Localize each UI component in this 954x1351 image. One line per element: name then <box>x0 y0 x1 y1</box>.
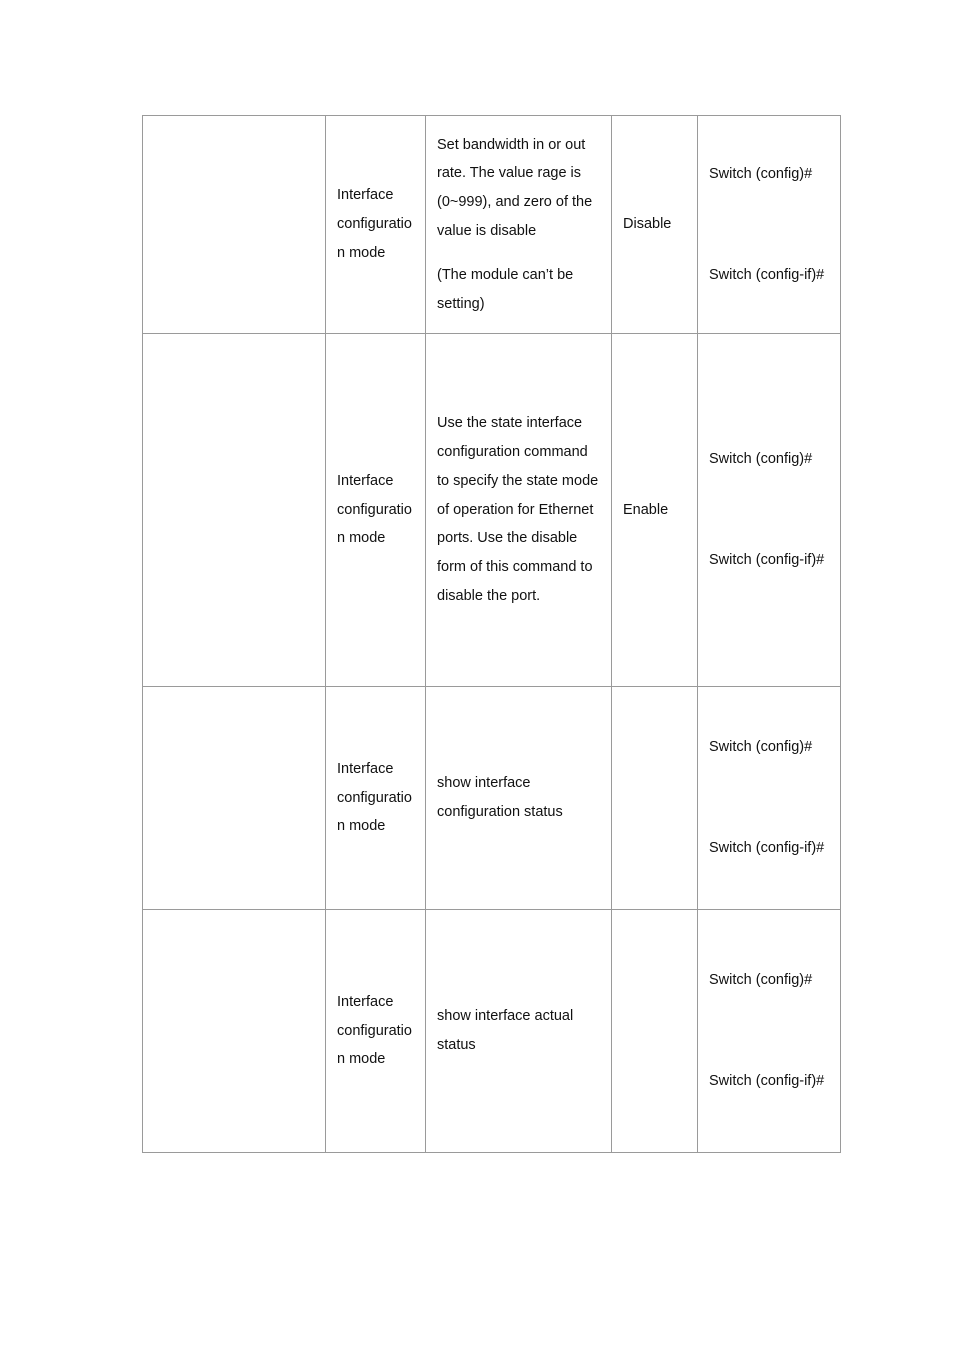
description-line: Set bandwidth in or out <box>437 136 586 153</box>
prompt-config: Switch (config)# <box>709 451 813 467</box>
default-cell: Enable <box>612 334 698 687</box>
description-cell <box>426 334 612 687</box>
prompt-config-if: Switch (config-if)# <box>709 840 825 857</box>
description-cell <box>426 910 612 1153</box>
description-line: value is disable <box>437 223 537 239</box>
description-line: ports. Use the disable <box>437 530 578 547</box>
prompt-config-if: Switch (config-if)# <box>709 266 825 283</box>
command-cell <box>143 116 326 334</box>
description-line: configuration status <box>437 804 563 820</box>
mode-line: n mode <box>337 1051 386 1068</box>
prompt-config: Switch (config)# <box>709 739 813 755</box>
command-cell <box>143 334 326 687</box>
prompt-config-if: Switch (config-if)# <box>709 552 825 569</box>
default-cell <box>612 687 698 910</box>
mode-line: configuratio <box>337 789 412 806</box>
mode-line: configuratio <box>337 501 412 518</box>
description-line: form of this command to <box>437 559 593 576</box>
description-line: show interface <box>437 775 531 792</box>
prompt-config-if: Switch (config-if)# <box>709 1073 825 1090</box>
note-line: (The module can’t be <box>437 266 574 283</box>
table-row <box>143 687 841 910</box>
description-line: rate. The value rage is <box>437 165 582 182</box>
description-cell <box>426 687 612 910</box>
mode-line: n mode <box>337 818 386 835</box>
prompt-config: Switch (config)# <box>709 165 813 182</box>
description-line: configuration command <box>437 444 588 460</box>
prompt-config: Switch (config)# <box>709 972 813 988</box>
mode-line: Interface <box>337 760 394 777</box>
note-line: setting) <box>437 295 485 312</box>
description-line: (0~999), and zero of the <box>437 194 593 211</box>
mode-cell <box>326 116 426 334</box>
description-line: status <box>437 1037 476 1053</box>
mode-line: Interface <box>337 187 394 204</box>
mode-line: n mode <box>337 244 386 261</box>
command-table <box>142 115 841 1153</box>
description-line: of operation for Ethernet <box>437 501 594 518</box>
description-cell <box>426 116 612 334</box>
prompt-cell <box>698 687 841 910</box>
mode-cell <box>326 334 426 687</box>
table-row <box>143 116 841 334</box>
mode-line: Interface <box>337 993 394 1010</box>
command-cell <box>143 687 326 910</box>
mode-line: Interface <box>337 472 394 489</box>
mode-line: configuratio <box>337 216 412 233</box>
description-line: Use the state interface <box>437 415 583 432</box>
mode-cell <box>326 687 426 910</box>
description-line: show interface actual <box>437 1008 574 1025</box>
prompt-cell <box>698 910 841 1153</box>
default-cell: Disable <box>612 116 698 334</box>
prompt-cell <box>698 334 841 687</box>
mode-line: n mode <box>337 530 386 547</box>
description-line: disable the port. <box>437 587 541 604</box>
description-note <box>437 261 600 319</box>
mode-cell <box>326 910 426 1153</box>
table-row <box>143 910 841 1153</box>
default-cell <box>612 910 698 1153</box>
prompt-cell <box>698 116 841 334</box>
mode-line: configuratio <box>337 1022 412 1039</box>
description-line: to specify the state mode <box>437 472 599 489</box>
table-row <box>143 334 841 687</box>
command-cell <box>143 910 326 1153</box>
